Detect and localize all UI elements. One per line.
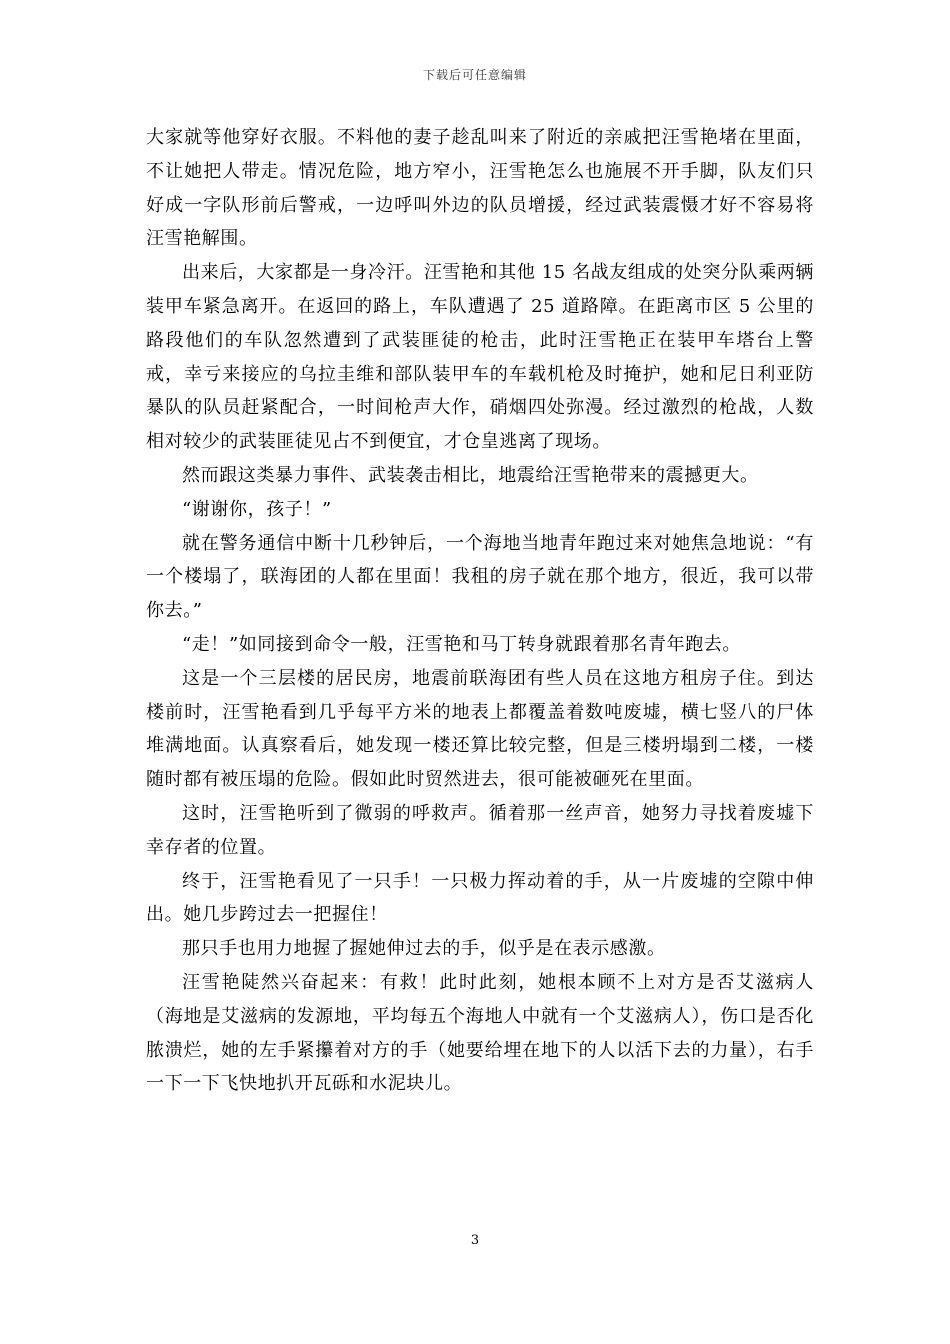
paragraph: 出来后，大家都是一身冷汗。汪雪艳和其他 15 名战友组成的处突分队乘两辆装甲车紧急离开。在返回的路上，车队遭遇了 25 道路障。在距离市区 5 公里的路段他们的车队忽然遭到了武装匪徒的枪击，此时汪雪艳正在装甲车塔台上警戒，幸亏来接应的乌拉圭维和部队装甲车的车载机枪及时掩护，她和尼日利亚防暴队的队员赶紧配合，一时间枪声大作，硝烟四处弥漫。经过激烈的枪战，人数相对较少的武装匪徒见占不到便宜，才仓皇逃离了现场。 <box>146 262 814 453</box>
body-text <box>146 121 814 1101</box>
paragraph: “走！”如同接到命令一般，汪雪艳和马丁转身就跟着那名青年跑去。 <box>182 633 742 655</box>
paragraph: 大家就等他穿好衣服。不料他的妻子趁乱叫来了附近的亲戚把汪雪艳堵在里面，不让她把人带走。情况危险，地方窄小，汪雪艳怎么也施展不开手脚，队友们只好成一字队形前后警戒，一边呼叫外边的队员增援，经过武装震慑才好不容易将汪雪艳解围。 <box>146 127 814 250</box>
page-header: 下载后可任意编辑 <box>422 68 527 82</box>
paragraph: 就在警务通信中断十几秒钟后，一个海地当地青年跑过来对她焦急地说：“有一个楼塌了，联海团的人都在里面！我租的房子就在那个地方，很近，我可以带你去。” <box>146 532 814 622</box>
paragraph: “谢谢你，孩子！” <box>182 498 332 520</box>
paragraph: 终于，汪雪艳看见了一只手！一只极力挥动着的手，从一片废墟的空隙中伸出。她几步跨过去一把握住！ <box>146 870 814 926</box>
paragraph: 那只手也用力地握了握她伸过去的手，似乎是在表示感激。 <box>182 938 666 960</box>
paragraph: 这是一个三层楼的居民房，地震前联海团有些人员在这地方租房子住。到达楼前时，汪雪艳看到几乎每平方米的地表上都覆盖着数吨废墟，横七竖八的尸体堆满地面。认真察看后，她发现一楼还算比较完整，但是三楼坍塌到二楼，一楼随时都有被压塌的危险。假如此时贸然进去，很可能被砸死在里面。 <box>146 667 814 791</box>
paragraph: 然而跟这类暴力事件、武装袭击相比，地震给汪雪艳带来的震撼更大。 <box>182 464 759 486</box>
paragraph: 这时，汪雪艳听到了微弱的呼救声。循着那一丝声音，她努力寻找着废墟下幸存者的位置。 <box>146 802 814 858</box>
page-number: 3 <box>470 1233 480 1248</box>
paragraph: 汪雪艳陡然兴奋起来：有救！此时此刻，她根本顾不上对方是否艾滋病人（海地是艾滋病的发源地，平均每五个海地人中就有一个艾滋病人），伤口是否化脓溃烂，她的左手紧攥着对方的手（她要给埋在地下的人以活下去的力量），右手一下一下飞快地扒开瓦砾和水泥块儿。 <box>146 971 814 1095</box>
